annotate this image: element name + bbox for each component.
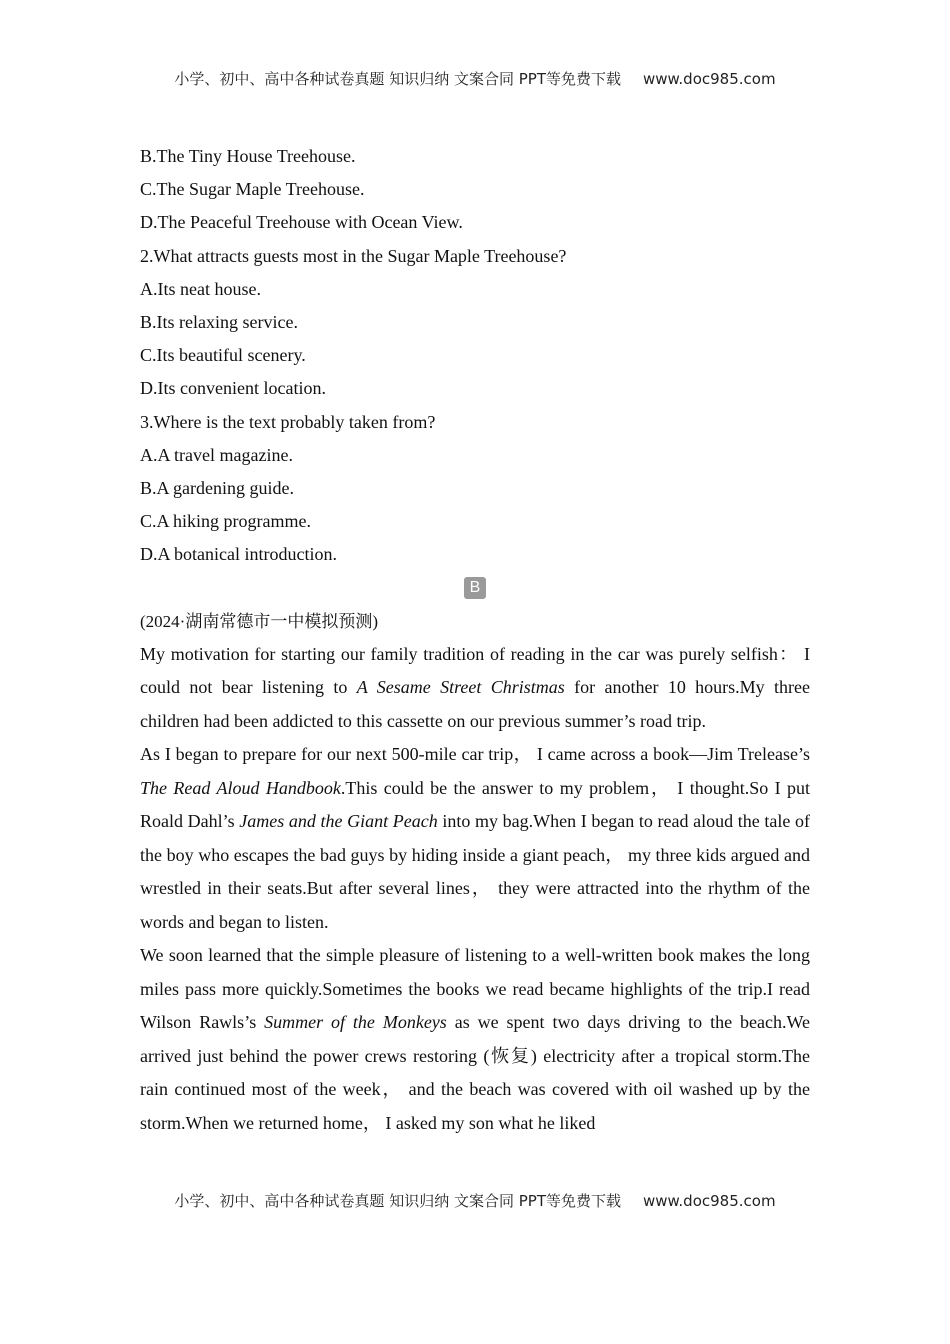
- book-title: A Sesame Street Christmas: [356, 677, 565, 698]
- q1-option-d: D.The Peaceful Treehouse with Ocean View.: [140, 212, 463, 233]
- q1-option-c: C.The Sugar Maple Treehouse.: [140, 179, 365, 200]
- footer-site: www.doc985.com: [642, 1192, 776, 1210]
- section-badge-row: [140, 572, 810, 605]
- q3-option-d: D.A botanical introduction.: [140, 544, 337, 565]
- q3-option-a: A.A travel magazine.: [140, 444, 293, 465]
- q1-option-b: B.The Tiny House Treehouse.: [140, 146, 356, 166]
- page-header: [0, 68, 950, 89]
- passage-source: (2024·湖南常德市一中模拟预测): [140, 611, 378, 631]
- book-title: Summer of the Monkeys: [264, 1012, 447, 1033]
- q2-option-c: C.Its beautiful scenery.: [140, 345, 306, 366]
- q2-option-d: D.Its convenient location.: [140, 378, 326, 399]
- q2-question: 2.What attracts guests most in the Sugar Maple Treehouse?: [140, 245, 567, 266]
- q3-option-c: C.A hiking programme.: [140, 511, 311, 532]
- header-site: www.doc985.com: [642, 70, 776, 88]
- q3-question: 3.Where is the text probably taken from?: [140, 411, 436, 432]
- document-body: [140, 140, 810, 1140]
- q2-option-b: B.Its relaxing service.: [140, 312, 298, 333]
- q2-option-a: A.Its neat house.: [140, 278, 261, 299]
- section-badge: B: [464, 577, 486, 599]
- passage-paragraph-2: As I began to prepare for our next 500-mile car trip， I came across a book—Jim Trelease’s The Read Aloud Handbook.This could be the answer to my problem， I thought.So I put Roald Dahl’s James and the Giant Peach into my bag.When I began to read aloud the tale of the boy who escapes the bad guys by hiding inside a giant peach， my three kids argued and wrestled in their seats.But after several lines， they were attracted into the rhythm of the words and began to listen.: [140, 744, 811, 932]
- passage-paragraph-3: We soon learned that the simple pleasure of listening to a well-written book makes the long miles pass more quickly.Sometimes the books we read became highlights of the trip.I read Wilson Rawls’s Summer of the Monkeys as we spent two days driving to the beach.We arrived just behind the power crews restoring (恢复) electricity after a tropical storm.The rain continued most of the week， and the beach was covered with oil washed up by the storm.When we returned home， I asked my son what he liked: [140, 945, 811, 1133]
- page-footer: [0, 1190, 950, 1211]
- passage-paragraph-1: My motivation for starting our family tradition of reading in the car was purely selfish： I could not bear listening to A Sesame Street Christmas for another 10 hours.My three children had been addicted to this cassette on our previous summer’s road trip.: [140, 643, 810, 731]
- q3-option-b: B.A gardening guide.: [140, 478, 294, 499]
- book-title: The Read Aloud Handbook: [140, 777, 341, 798]
- book-title: James and the Giant Peach: [239, 811, 438, 832]
- header-text: 小学、初中、高中各种试卷真题 知识归纳 文案合同 PPT等免费下载: [174, 70, 621, 88]
- footer-text: 小学、初中、高中各种试卷真题 知识归纳 文案合同 PPT等免费下载: [174, 1192, 621, 1210]
